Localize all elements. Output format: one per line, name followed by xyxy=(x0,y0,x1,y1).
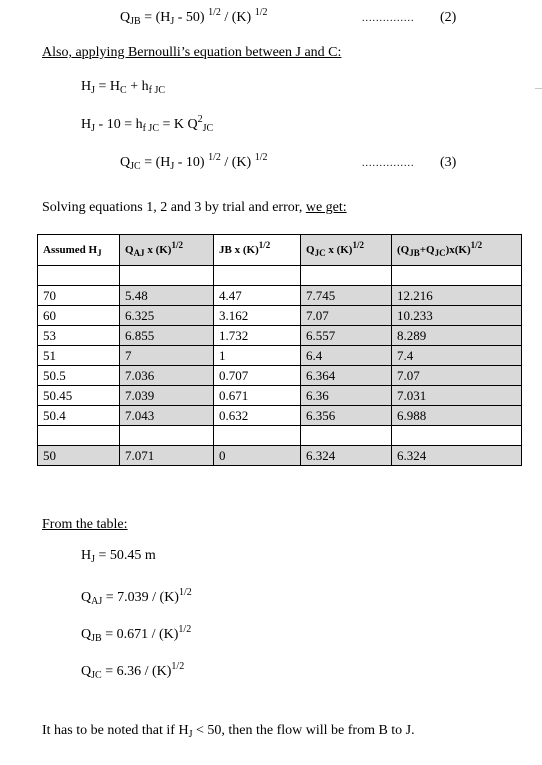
header-assumed-hj: Assumed $H_J$ xyxy=(38,235,120,266)
table-cell: 50 xyxy=(38,446,120,466)
table-row xyxy=(38,366,522,386)
table-cell: 7.071 xyxy=(120,446,214,466)
table-cell: 7 xyxy=(120,346,214,366)
table-cell: 50.4 xyxy=(38,406,120,426)
header-sum: $(Q_{JB}+Q_{JC})x(K)^{1/2}$ xyxy=(392,235,522,266)
bernoulli-equation-2 xyxy=(81,114,214,134)
solving-lead: Solving equations 1, 2 and 3 by trial and error, xyxy=(42,200,306,215)
table-cell: 6.325 xyxy=(120,306,214,326)
eq3-exponent: 1/2 xyxy=(254,152,268,163)
from-table-heading: From the table: xyxy=(42,517,128,532)
margin-mark xyxy=(535,88,542,89)
table-cell: 6.557 xyxy=(301,326,392,346)
table-cell: 1.732 xyxy=(214,326,301,346)
b2-text: - 10 = h xyxy=(95,117,143,132)
table-cell: 7.07 xyxy=(392,366,522,386)
table-cell: 6.364 xyxy=(301,366,392,386)
eq2-text: - 50) xyxy=(174,10,209,25)
table-header-row xyxy=(38,235,522,266)
table-cell: 6.988 xyxy=(392,406,522,426)
solving-tail: we get: xyxy=(305,200,347,215)
table-cell: 7.036 xyxy=(120,366,214,386)
bernoulli-intro: Also, applying Bernoulli’s equation between J and C: xyxy=(42,45,342,60)
table-final-row xyxy=(38,446,522,466)
table-row xyxy=(38,326,522,346)
eq3-leader-dots: ............... xyxy=(362,158,415,169)
header-qaj: $Q_{AJ}$ x $(K)^{1/2}$ xyxy=(120,235,214,266)
table-cell: 6.36 xyxy=(301,386,392,406)
table-cell: 50.5 xyxy=(38,366,120,386)
table-cell: 6.324 xyxy=(392,446,522,466)
table-cell: 0.671 xyxy=(214,386,301,406)
table-cell: 53 xyxy=(38,326,120,346)
eq3-q: Q xyxy=(120,155,131,170)
table-cell: 3.162 xyxy=(214,306,301,326)
eq2-text: = (H xyxy=(140,10,171,25)
b2-h: H xyxy=(81,117,92,132)
eq2-text: / (K) xyxy=(220,10,255,25)
eq3-text: / (K) xyxy=(220,155,255,170)
eq2-exponent: 1/2 xyxy=(254,7,268,18)
b1-sub: J xyxy=(91,85,96,96)
b2-exponent: 2 xyxy=(197,114,203,125)
table-cell: 8.289 xyxy=(392,326,522,346)
table-cell: 10.233 xyxy=(392,306,522,326)
table-row xyxy=(38,406,522,426)
b1-text: = H xyxy=(95,79,121,94)
header-jb: JB x $(K)^{1/2}$ xyxy=(214,235,301,266)
eq2-exponent: 1/2 xyxy=(208,7,221,18)
equation-3 xyxy=(120,152,268,172)
result-hj: $H_J = 50.45$ m xyxy=(81,548,156,565)
bernoulli-equation-1 xyxy=(81,79,165,95)
table-cell: 6.855 xyxy=(120,326,214,346)
eq3-number: (3) xyxy=(440,155,457,170)
eq2-leader-dots: ............... xyxy=(362,13,415,24)
result-qjc: $Q_{JC} = 6.36 / (K)^{1/2}$ xyxy=(81,661,185,681)
table-row xyxy=(38,306,522,326)
table-cell: 70 xyxy=(38,286,120,306)
eq3-sub-jc: JC xyxy=(130,161,141,172)
eq2-sub-j: J xyxy=(170,16,175,27)
eq2-q: Q xyxy=(120,10,131,25)
table-spacer-row xyxy=(38,266,522,286)
table-cell: 7.745 xyxy=(301,286,392,306)
table-cell: 7.043 xyxy=(120,406,214,426)
table-cell: 6.356 xyxy=(301,406,392,426)
table-cell: 6.324 xyxy=(301,446,392,466)
table-cell: 12.216 xyxy=(392,286,522,306)
table-cell: 1 xyxy=(214,346,301,366)
table-cell: 7.07 xyxy=(301,306,392,326)
eq3-sub-j: J xyxy=(170,161,175,172)
flow-note: It has to be noted that if $H_J < 50$, then the flow will be from B to J. xyxy=(42,723,415,740)
equation-2 xyxy=(120,7,268,27)
eq3-text: = (H xyxy=(140,155,171,170)
table-cell: 0.707 xyxy=(214,366,301,386)
table-cell: 7.039 xyxy=(120,386,214,406)
table-cell: 6.4 xyxy=(301,346,392,366)
table-row xyxy=(38,386,522,406)
eq3-exponent: 1/2 xyxy=(208,152,221,163)
b1-sub: C xyxy=(120,85,127,96)
table-cell: 7.4 xyxy=(392,346,522,366)
b2-sub: J xyxy=(91,123,96,134)
eq2-sub-jb: JB xyxy=(130,16,141,27)
table-cell: 51 xyxy=(38,346,120,366)
result-qjb: $Q_{JB} = 0.671 / (K)^{1/2}$ xyxy=(81,624,192,644)
table-cell: 0 xyxy=(214,446,301,466)
table-cell: 60 xyxy=(38,306,120,326)
solving-sentence xyxy=(42,200,347,216)
trial-error-table xyxy=(37,234,522,466)
eq2-number: (2) xyxy=(440,10,457,25)
b2-sub: f JC xyxy=(142,123,159,134)
table-cell: 5.48 xyxy=(120,286,214,306)
result-qaj: $Q_{AJ} = 7.039 / (K)^{1/2}$ xyxy=(81,587,192,607)
eq3-text: - 10) xyxy=(174,155,209,170)
b1-h: H xyxy=(81,79,92,94)
table-cell: 7.031 xyxy=(392,386,522,406)
header-qjc: $Q_{JC}$ x $(K)^{1/2}$ xyxy=(301,235,392,266)
table-row xyxy=(38,286,522,306)
table-row xyxy=(38,346,522,366)
table-cell: 0.632 xyxy=(214,406,301,426)
table-cell: 4.47 xyxy=(214,286,301,306)
b1-sub: f JC xyxy=(148,85,166,96)
b1-text: + h xyxy=(126,79,149,94)
b2-sub: JC xyxy=(202,123,214,134)
table-cell: 50.45 xyxy=(38,386,120,406)
table-spacer-row xyxy=(38,426,522,446)
b2-text: = K Q xyxy=(159,117,198,132)
